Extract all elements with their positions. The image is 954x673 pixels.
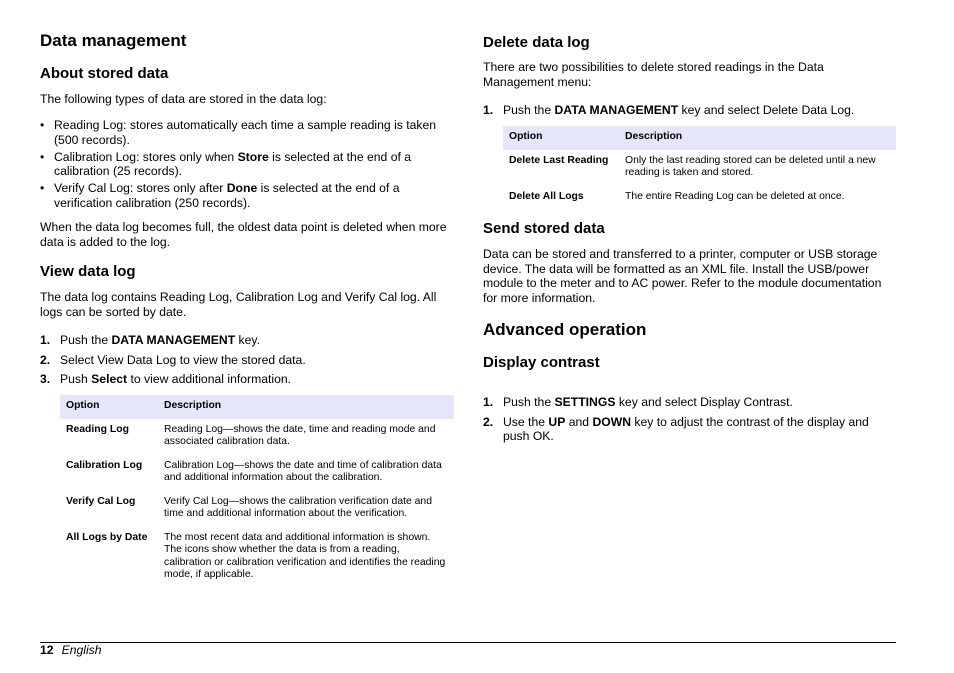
step-item: 2. Select View Data Log to view the stored data. [40, 352, 306, 367]
stored-data-list [40, 118, 440, 213]
heading-view-data-log: View data log [40, 263, 136, 280]
table-row [503, 150, 896, 186]
option-cell: Verify Cal Log [66, 495, 136, 507]
about-intro-text: The following types of data are stored in the data log: [40, 92, 327, 106]
footer-language: English [61, 643, 102, 657]
table-row [60, 419, 454, 455]
delete-intro-text: There are two possibilities to delete stored readings in the Data Management menu: [483, 60, 824, 89]
table-header-row [503, 126, 896, 150]
heading-send-stored-data: Send stored data [483, 220, 605, 237]
option-cell: Delete All Logs [509, 190, 584, 202]
option-cell: Calibration Log [66, 459, 143, 471]
contrast-steps-list [483, 395, 896, 449]
view-options-table [60, 395, 454, 588]
step-item: 2. Use the UP and DOWN key to adjust the contrast of the display and push OK. [483, 414, 869, 443]
column-header-option: Option [503, 126, 619, 150]
option-cell: Reading Log [66, 423, 129, 435]
log-full-note: When the data log becomes full, the oldest data point is deleted when more data is added to the log. [40, 220, 447, 249]
option-cell: Delete Last Reading [509, 154, 609, 166]
table-header-row [60, 395, 454, 419]
list-item: • Reading Log: stores automatically each time a sample reading is taken (500 records). [40, 118, 437, 147]
list-item: • Calibration Log: stores only when Store is selected at the end of a calibration (25 records). [40, 149, 412, 178]
heading-display-contrast: Display contrast [483, 354, 600, 371]
description-cell: The entire Reading Log can be deleted at once. [625, 190, 845, 202]
column-header-option: Option [60, 395, 158, 419]
heading-about-stored-data: About stored data [40, 65, 169, 82]
view-intro-text: The data log contains Reading Log, Calibration Log and Verify Cal log. All logs can be sorted by date. [40, 290, 437, 319]
send-text: Data can be stored and transferred to a printer, computer or USB storage device. The data will be formatted as an XML file. Install the USB/power module to the meter and to AC power. Refer to the module documentation for more information. [483, 247, 882, 305]
description-cell: Reading Log—shows the date, time and reading mode and associated calibration data. [164, 423, 436, 447]
list-item: • Verify Cal Log: stores only after Done is selected at the end of a verification calibration (250 records). [40, 181, 400, 210]
table-row [60, 455, 454, 491]
description-cell: Calibration Log—shows the date and time of calibration data and additional information about the calibration. [164, 459, 442, 483]
page-number: 12 [40, 643, 54, 657]
column-header-description: Description [158, 395, 454, 419]
section-title-data-management: Data management [40, 31, 187, 50]
page-footer [40, 643, 102, 657]
delete-options-table [503, 126, 896, 209]
column-header-description: Description [619, 126, 896, 150]
table-row [60, 527, 454, 588]
description-cell: Verify Cal Log—shows the calibration verification date and time and additional information about the verification. [164, 495, 432, 519]
delete-steps-list [483, 103, 896, 123]
view-steps-list [40, 333, 454, 392]
table-row [503, 186, 896, 210]
option-cell: All Logs by Date [66, 531, 148, 543]
section-title-advanced-operation: Advanced operation [483, 320, 647, 339]
description-cell: Only the last reading stored can be deleted until a new reading is taken and stored. [625, 154, 876, 178]
step-item: 3. Push Select to view additional information. [40, 372, 292, 386]
step-item: 1. Push the SETTINGS key and select Display Contrast. [483, 395, 793, 409]
step-item: 1. Push the DATA MANAGEMENT key and select Delete Data Log. [483, 103, 855, 117]
heading-delete-data-log: Delete data log [483, 34, 590, 51]
footer-divider [40, 642, 896, 643]
step-item: 1. Push the DATA MANAGEMENT key. [40, 333, 261, 347]
description-cell: The most recent data and additional information is shown. The icons show whether the data is from a reading, calibration or calibration verification and identifies the reading mode, if applicable. [164, 531, 446, 580]
table-row [60, 491, 454, 527]
